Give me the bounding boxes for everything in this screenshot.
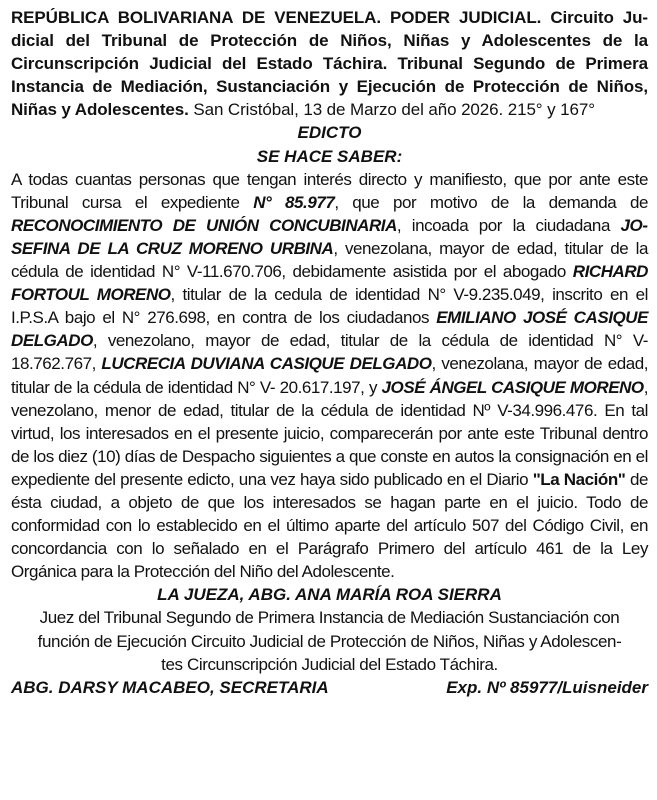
claim-type: RECONOCIMIENTO DE UNIÓN CONCUBINARIA [11, 215, 397, 235]
judge-desc-line-3: tes Circunscripción Judicial del Estado Táchira. [161, 654, 498, 674]
edict-subtitle: SE HACE SABER: [256, 146, 403, 166]
header-line-3: Circunscripción Judicial del Estado Táchira. Tribunal Segundo de Primera [11, 54, 648, 74]
defendant-2-name: LUCRECIA DUVIANA CASIQUE DELGADO [101, 354, 432, 374]
case-reference: Exp. Nº 85977/Luisneider [446, 677, 648, 697]
secretary-name: ABG. DARSY MACABEO, SECRETARIA [11, 677, 329, 697]
body-text-1: A todas cuantas personas que tengan interés directo y manifiesto, que por ante este Tribunal cursa el expediente [11, 169, 648, 212]
judge-desc-line-2: función de Ejecución Circuito Judicial de Protección de Niños, Niñas y Adolescen- [37, 631, 622, 651]
body-text-4: , venezolana, mayor de edad, titular de la cédula de identidad N° V-11.670.706, debidamente asistida por el abogado [11, 238, 648, 282]
defendant-1-name: EMILIANO JOSÉ CASIQUE DELGADO [11, 308, 648, 351]
header-date: San Cristóbal, 13 de Marzo del año 2026. 215° y 167° [188, 100, 595, 120]
lawyer-name: RICHARD FORTOUL MORENO [11, 262, 648, 305]
judge-name: LA JUEZA, ABG. ANA MARÍA ROA SIERRA [157, 585, 502, 605]
newspaper-name: "La Nación" [532, 469, 626, 489]
court-header [11, 6, 648, 121]
body-text-5: , titular de la cedula de identidad N° V-9.235.049, inscrito en el I.P.S.A bajo el N° 276.698, en contra de los ciudadanos [11, 285, 648, 328]
plaintiff-name: JOSEFINA DE LA CRUZ MORENO URBINA [11, 215, 648, 258]
judge-desc-line-1: Juez del Tribunal Segundo de Primera Instancia de Mediación Sustanciación con [39, 608, 620, 628]
header-line-4: Instancia de Mediación, Sustanciación y Ejecución de Protección de Niños, [11, 77, 648, 97]
header-line-2: dicial del Tribunal de Protección de Niños, Niñas y Adolescentes de la [11, 31, 648, 51]
body-text-7: , venezolana, mayor de edad, titular de la cédula de identidad N° V- 20.617.197, y [11, 354, 648, 397]
defendant-3-name: JOSÉ ÁNGEL CASIQUE MORENO [381, 377, 644, 397]
edict-body [11, 168, 648, 584]
header-court-name: Niñas y Adolescentes. [11, 100, 189, 120]
body-text-8: , venezolano, menor de edad, titular de la cédula de identidad Nº V-34.996.476. En tal virtud, los interesados en el presente juicio, comparecerán por ante este Tribunal dentro de los diez (10) días de Despacho siguientes a que conste en autos la consignación en el expediente del presente edicto, una vez haya sido publicado en el Diario [11, 377, 648, 489]
body-text-9: de ésta ciudad, a objeto de que los interesados se hagan parte en el juicio. Todo de conformidad con lo establecido en el último aparte del artículo 507 del Código Civil, en concordancia con lo señalado en el Parágrafo Primero del artículo 461 de la Ley Orgánica para la Protección del Niño del Adolescente. [11, 469, 648, 582]
header-line-1: REPÚBLICA BOLIVARIANA DE VENEZUELA. PODER JUDICIAL. Circuito Ju- [11, 8, 648, 27]
judge-description [11, 606, 648, 675]
signature-footer [11, 676, 648, 699]
body-text-2: , que por motivo de la demanda de [334, 192, 648, 212]
body-text-3: , incoada por la ciudadana [396, 215, 621, 235]
body-text-6: , venezolano, mayor de edad, titular de la cédula de identidad N° V-18.762.767, [11, 331, 648, 374]
edict-title: EDICTO [297, 123, 362, 143]
case-number: N° 85.977 [253, 192, 335, 212]
